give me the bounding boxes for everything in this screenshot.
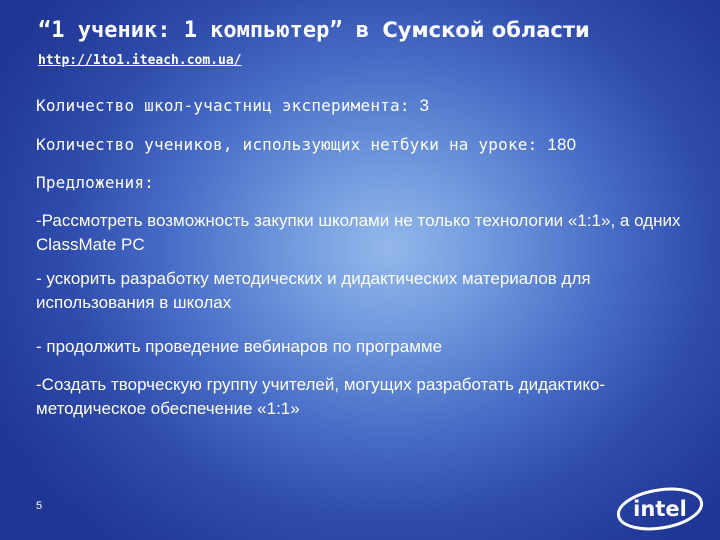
students-count-label: Количество учеников, использующих нетбуки на уроке: <box>36 135 548 154</box>
intel-logo-icon <box>614 482 706 534</box>
page-number: 5 <box>36 500 43 512</box>
project-link[interactable]: http://1to1.iteach.com.ua/ <box>38 53 242 68</box>
proposal-item: - продолжить проведение вебинаров по программе <box>36 337 443 356</box>
schools-count-label: Количество школ-участниц эксперимента: <box>36 96 420 115</box>
schools-count-value: 3 <box>419 96 430 115</box>
title-main: “1 ученик: 1 компьютер” в <box>38 18 383 43</box>
proposals-heading: Предложения: <box>36 173 154 192</box>
schools-count-line <box>36 96 429 116</box>
proposal-item: -Создать творческую группу учителей, могущих разработать дидактико-методическое обеспечение «1:1» <box>36 375 606 418</box>
proposal-item: - ускорить разработку методических и дидактических материалов для использования в школах <box>36 269 591 312</box>
students-count-line <box>36 135 576 155</box>
intel-logo-text: intel <box>633 497 687 521</box>
title-tail: Сумской области <box>382 18 590 42</box>
proposal-item: -Рассмотреть возможность закупки школами не только технологии «1:1», а одних ClassMate PC <box>36 211 681 254</box>
students-count-value: 180 <box>547 135 577 154</box>
slide-title <box>38 18 708 43</box>
